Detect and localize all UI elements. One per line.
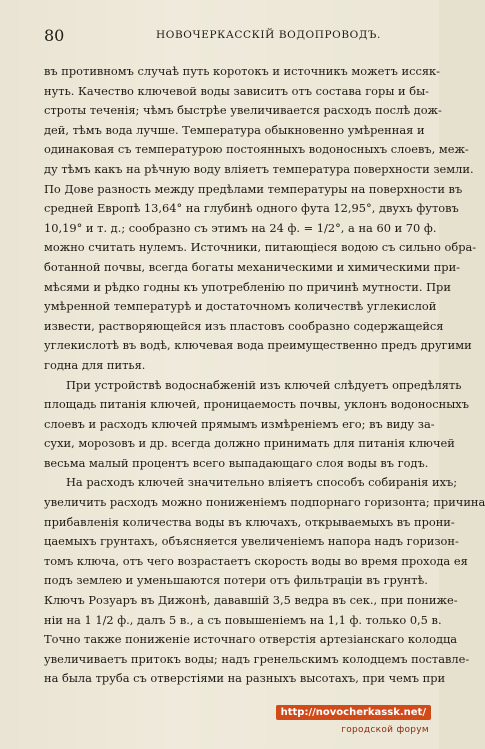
text-line: подъ землею и уменьшаются потери отъ фильтраціи въ грунтѣ.	[44, 573, 428, 588]
text-line: слоевъ и расходъ ключей прямымъ измѣреніемъ его; въ виду за-	[44, 416, 435, 431]
text-line: одинаковая съ температурою постоянныхъ водоносныхъ слоевъ, меж-	[44, 142, 469, 157]
text-line: ботанной почвы, всегда богаты механическими и химическими при-	[44, 259, 461, 274]
text-line: При устройствѣ водоснабженій изъ ключей слѣдуетъ опредѣлять	[66, 377, 462, 392]
text-line: томъ ключа, отъ чего возрастаетъ скорость воды во время прохода ея	[44, 553, 468, 568]
paragraph	[44, 62, 477, 376]
text-line: средней Европѣ 13,64° на глубинѣ одного фута 12,95°, двухъ футовъ	[44, 201, 459, 216]
text-line: 10,19° и т. д.; сообразно съ этимъ на 24 ф. = 1/2°, а на 60 и 70 ф.	[44, 220, 437, 235]
page-header	[44, 24, 419, 46]
watermark-url: http://novocherkassk.net/	[276, 705, 431, 720]
paragraph	[44, 473, 485, 689]
paragraph	[44, 376, 469, 474]
text-line: мѣсями и рѣдко годны къ употребленію по причинѣ мутности. При	[44, 279, 451, 294]
text-line: строты теченія; чѣмъ быстрѣе увеличивается расходъ послѣ дож-	[44, 103, 442, 118]
running-head: НОВОЧЕРКАССКІЙ ВОДОПРОВОДЪ.	[156, 29, 381, 41]
text-line: На расходъ ключей значительно вліяетъ способъ собиранія ихъ;	[66, 475, 458, 490]
text-line: увеличить расходъ можно пониженіемъ подпорнаго горизонта; причина	[44, 495, 485, 510]
body-text	[44, 62, 485, 689]
text-line: въ противномъ случаѣ путь коротокъ и источникъ можетъ иссяк-	[44, 64, 440, 78]
text-line: ніи на 1 1/2 ф., далъ 5 в., а съ повышеніемъ на 1,1 ф. только 0,5 в.	[44, 612, 442, 627]
text-line: умѣренной температурѣ и достаточномъ количествѣ углекислой	[44, 299, 437, 314]
text-line: весьма малый процентъ всего выпадающаго слоя воды въ годъ.	[44, 455, 429, 470]
text-line: годна для питья.	[44, 357, 146, 372]
text-line: прибавленія количества воды въ ключахъ, открываемыхъ въ прони-	[44, 514, 455, 529]
text-line: Ключъ Розуаръ въ Дижонѣ, дававшій 3,5 ведра въ сек., при пониже-	[44, 593, 458, 608]
text-line: нуть. Качество ключевой воды зависитъ отъ состава горы и бы-	[44, 83, 429, 98]
text-line: сухи, морозовъ и др. всегда должно принимать для питанія ключей	[44, 436, 455, 451]
text-line: площадь питанія ключей, проницаемость почвы, уклонъ водоносныхъ	[44, 397, 469, 412]
text-line: цаемыхъ грунтахъ, объясняется увеличеніемъ напора надъ горизон-	[44, 534, 459, 549]
text-line: По Дове разность между предѣлами температуры на поверхности въ	[44, 181, 463, 196]
text-line: ду тѣмъ какъ на рѣчную воду вліяетъ температура поверхности земли.	[44, 161, 474, 176]
text-line: углекислотѣ въ водѣ, ключевая вода преимущественно предъ другими	[44, 338, 472, 353]
text-line: извести, растворяющейся изъ пластовъ сообразно содержащейся	[44, 318, 444, 333]
page-number: 80	[44, 26, 65, 45]
text-line: можно считать нулемъ. Источники, питающіеся водою съ сильно обра-	[44, 240, 477, 255]
site-watermark	[280, 703, 431, 743]
text-line: дей, тѣмъ вода лучше. Температура обыкновенно умѣренная и	[44, 122, 425, 137]
text-line: на была труба съ отверстіями на разныхъ высотахъ, при чемъ при	[44, 671, 446, 686]
text-line: Точно также пониженіе источнаго отверстія артезіанскаго колодца	[44, 632, 458, 647]
text-line: увеличиваетъ притокъ воды; надъ гренельскимъ колодцемъ поставле-	[44, 651, 470, 666]
watermark-label: городской форум	[341, 725, 429, 735]
